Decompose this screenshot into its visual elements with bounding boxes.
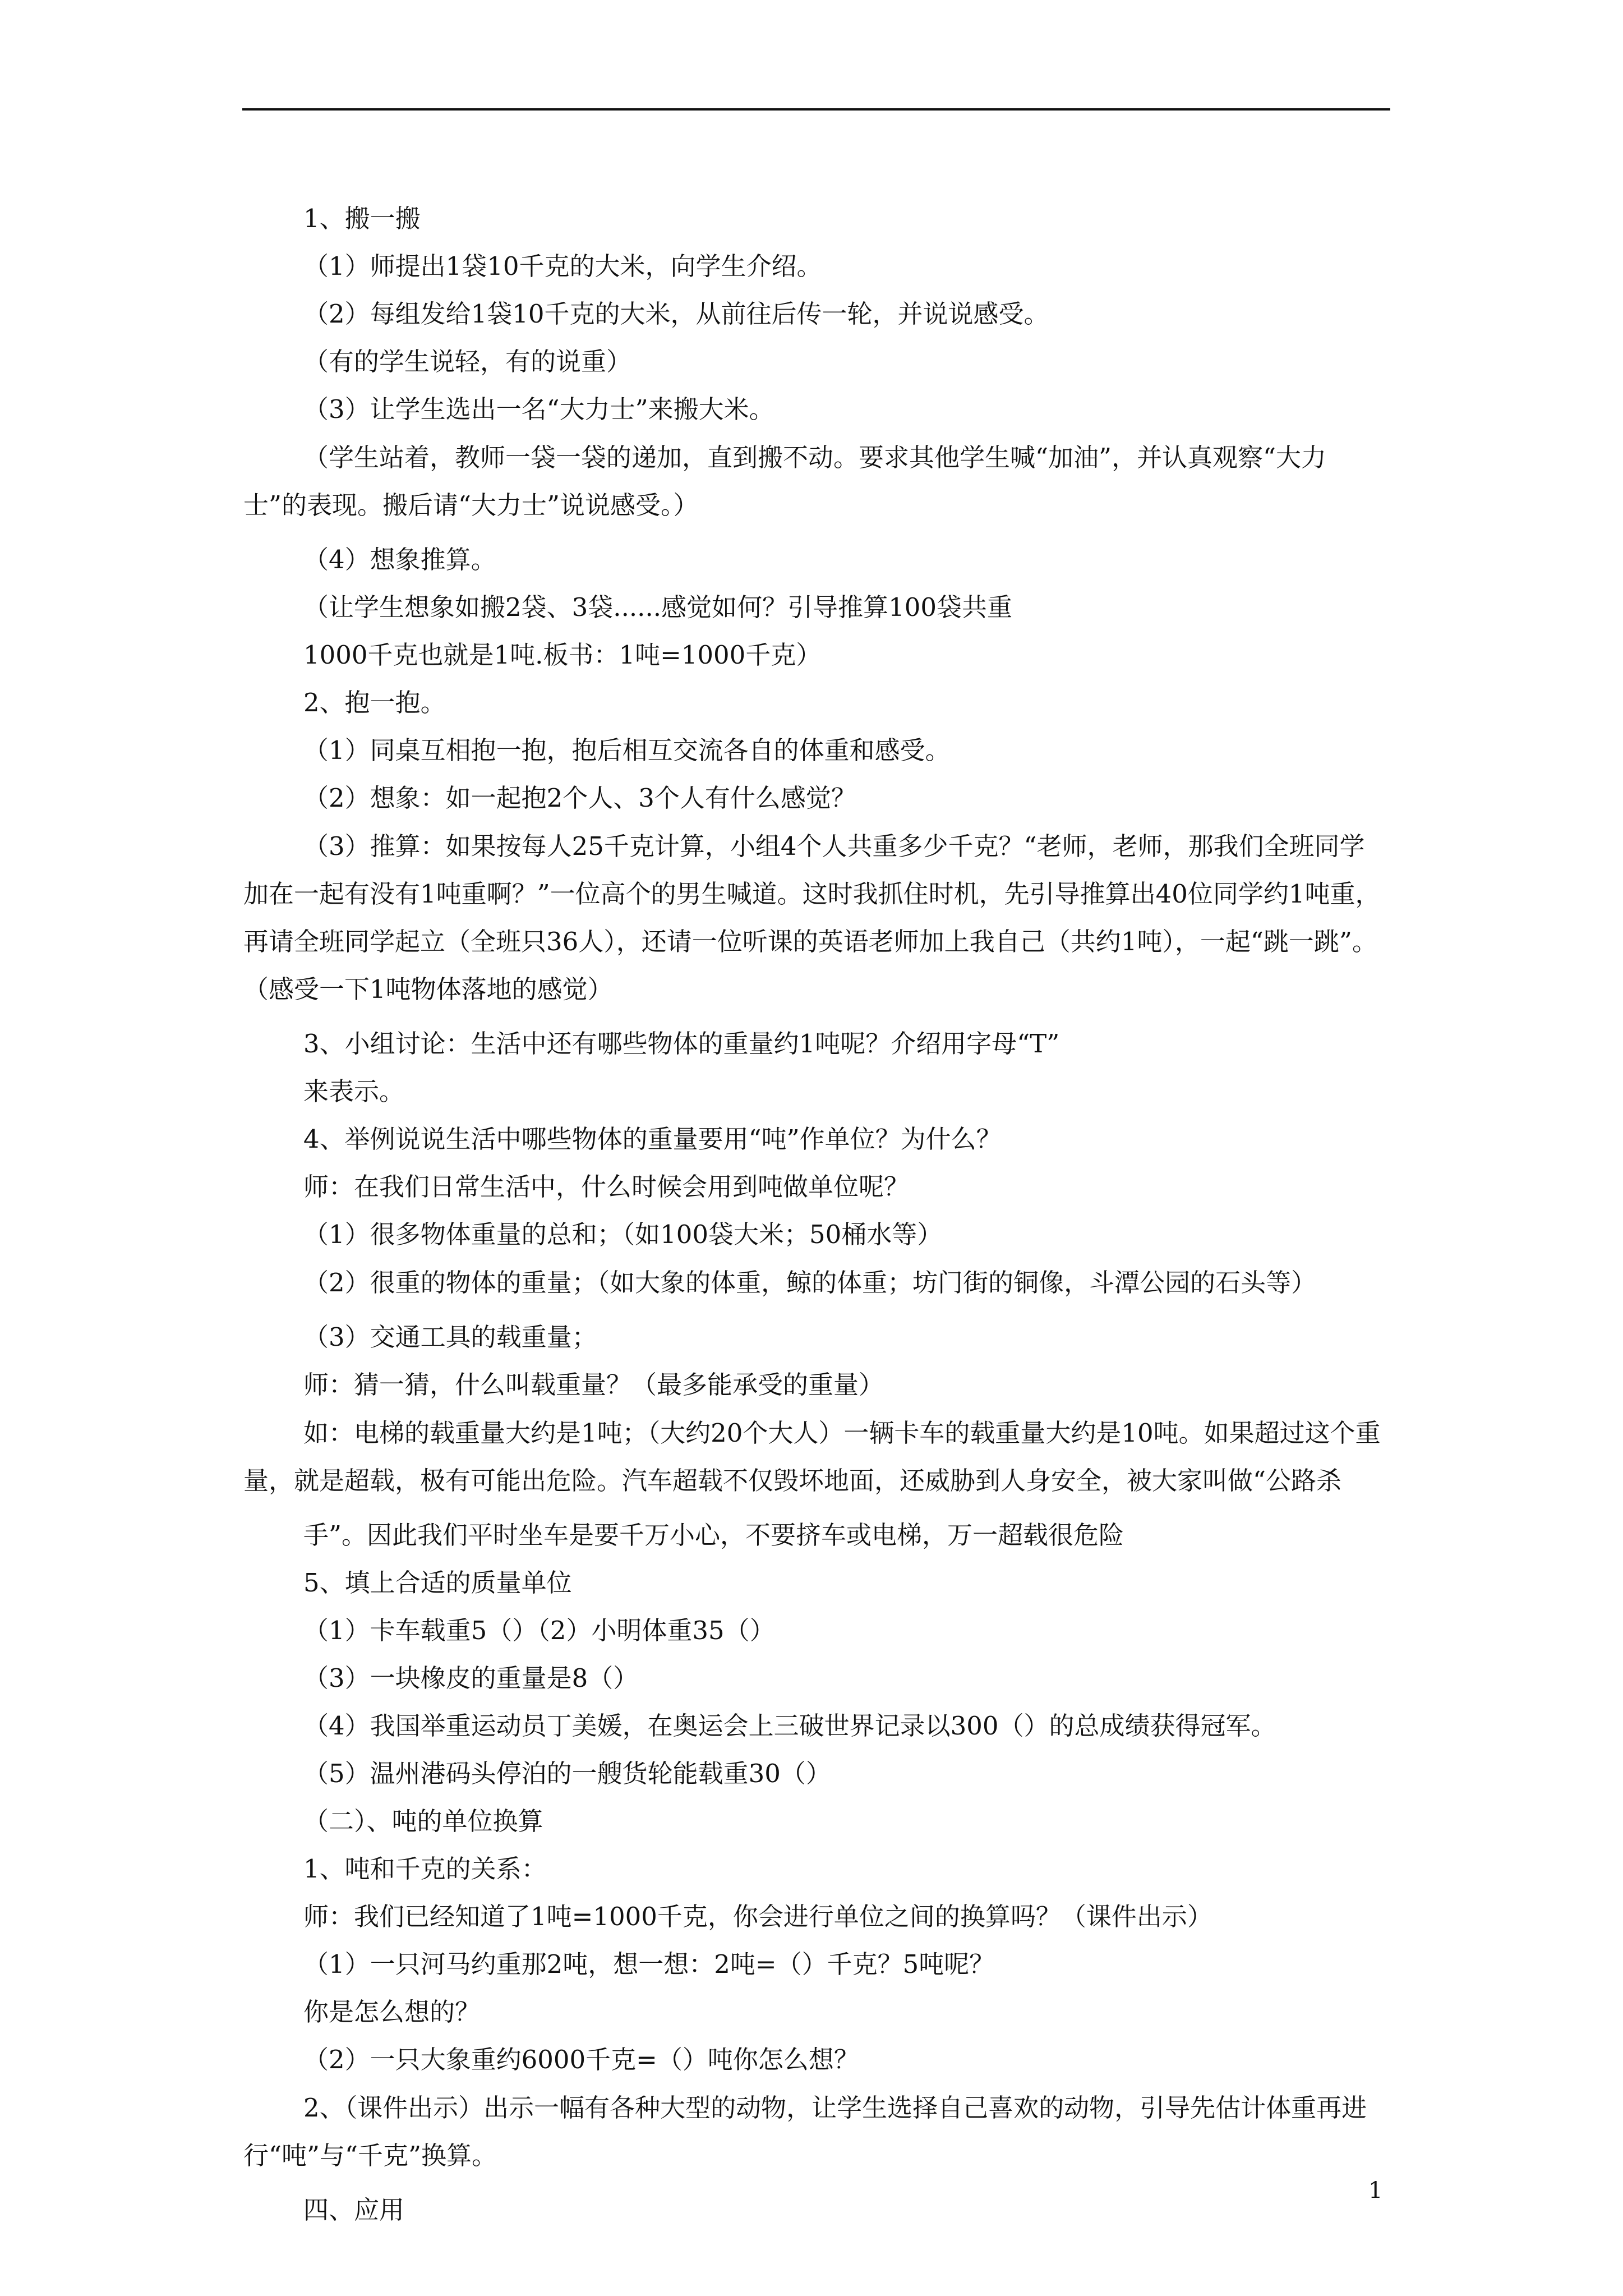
paragraph-line: （2）想象：如一起抱2个人、3个人有什么感觉？: [303, 783, 856, 813]
paragraph-line: 3、小组讨论：生活中还有哪些物体的重量约1吨呢？介绍用字母“T”: [303, 1029, 1060, 1059]
paragraph-line: 来表示。: [303, 1076, 405, 1106]
paragraph-line: 1000千克也就是1吨.板书：1吨=1000千克）: [303, 640, 822, 670]
paragraph-line: （让学生想象如搬2袋、3袋......感觉如何？引导推算100袋共重: [303, 592, 1012, 622]
paragraph-line: （3）让学生选出一名“大力士”来搬大米。: [303, 394, 774, 424]
paragraph-line: （1）同桌互相抱一抱，抱后相互交流各自的体重和感受。: [303, 735, 951, 765]
paragraph-line: 1、搬一搬: [303, 204, 421, 233]
paragraph-line: （2）一只大象重约6000千克=（）吨你怎么想？: [303, 2045, 859, 2074]
paragraph-wrapped: （2）很重的物体的重量；（如大象的体重，鲸的体重；坊门街的铜像，斗潭公园的石头等）: [303, 1268, 1317, 1297]
paragraph-line: （1）师提出1袋10千克的大米，向学生介绍。: [303, 251, 822, 281]
page-number: 1: [1368, 2178, 1383, 2203]
paragraph-line: （2）每组发给1袋10千克的大米，从前往后传一轮，并说说感受。: [303, 299, 1049, 329]
paragraph-line: （3）一块橡皮的重量是8（）: [303, 1663, 639, 1693]
paragraph-line: 师：猜一猜，什么叫载重量？（最多能承受的重量）: [303, 1370, 884, 1400]
paragraph-wrapped: 如：电梯的载重量大约是1吨；（大约20个大人）一辆卡车的载重量大约是10吨。如果超过这个重量，就是超载，极有可能出危险。汽车超载不仅毁坏地面，还威胁到人身安全，被大家叫做“公路杀: [243, 1418, 1381, 1496]
paragraph-line: 手”。因此我们平时坐车是要千万小心，不要挤车或电梯，万一超载很危险: [303, 1520, 1124, 1550]
paragraph-wrapped: （学生站着，教师一袋一袋的递加，直到搬不动。要求其他学生喊“加油”，并认真观察“大力士”的表现。搬后请“大力士”说说感受。）: [243, 443, 1327, 520]
paragraph-line: （3）交通工具的载重量；: [303, 1322, 597, 1352]
paragraph-line: （1）卡车载重5（）（2）小明体重35（）: [303, 1616, 775, 1645]
header-rule: [242, 108, 1390, 111]
paragraph-line: 你是怎么想的？: [303, 1997, 481, 2027]
paragraph-line: （4）我国举重运动员丁美媛，在奥运会上三破世界记录以300（）的总成绩获得冠军。: [303, 1711, 1276, 1741]
paragraph-line: 师：我们已经知道了1吨=1000千克，你会进行单位之间的换算吗？（课件出示）: [303, 1902, 1212, 1931]
paragraph-wrapped: 2、（课件出示）出示一幅有各种大型的动物，让学生选择自己喜欢的动物，引导先估计体重再进行“吨”与“千克”换算。: [243, 2093, 1367, 2170]
paragraph-line: （有的学生说轻，有的说重）: [303, 347, 632, 376]
paragraph-line: （1）很多物体重量的总和；（如100袋大米；50桶水等）: [303, 1220, 943, 1249]
paragraph-line: 2、抱一抱。: [303, 688, 446, 717]
paragraph-line: （5）温州港码头停泊的一艘货轮能载重30（）: [303, 1759, 831, 1788]
paragraph-line: 5、填上合适的质量单位: [303, 1568, 572, 1598]
paragraph-line: （二）、吨的单位换算: [303, 1806, 543, 1836]
document-body: [243, 202, 1390, 2241]
paragraph-wrapped: （3）推算：如果按每人25千克计算，小组4个人共重多少千克？“老师，老师，那我们全班同学加在一起有没有1吨重啊？”一位高个的男生喊道。这时我抓住时机，先引导推算出40位同学约1吨重，再请全班同学起立（全班只36人），还请一位听课的英语老师加上我自己（共约1吨），一起“跳一跳”。（感受一下1吨物体落地的感觉）: [243, 831, 1381, 1004]
paragraph-line: 1、吨和千克的关系：: [303, 1854, 547, 1884]
paragraph-line: 师：在我们日常生活中，什么时候会用到吨做单位呢？: [303, 1172, 910, 1202]
paragraph-line: （4）想象推算。: [303, 545, 496, 574]
paragraph-line: （1）一只河马约重那2吨，想一想：2吨=（）千克？5吨呢？: [303, 1949, 995, 1979]
paragraph-line: 4、举例说说生活中哪些物体的重量要用“吨”作单位？为什么？: [303, 1124, 1002, 1154]
paragraph-line: 四、应用: [303, 2195, 405, 2225]
